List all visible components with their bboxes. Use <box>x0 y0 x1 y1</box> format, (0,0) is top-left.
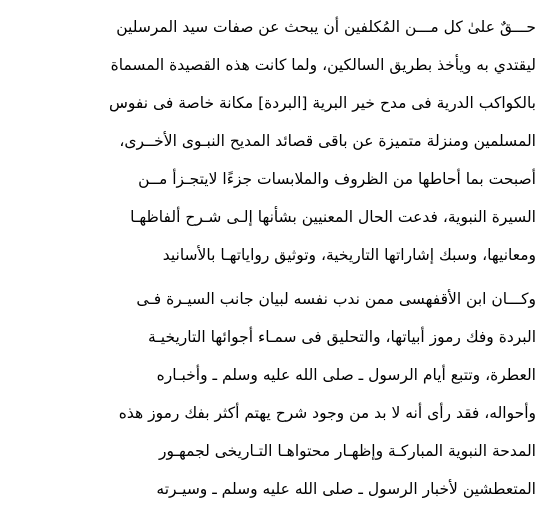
paragraph-1 <box>12 8 536 274</box>
text-line: ومعانيها، وسبك إشاراتها التاريخية، وتوثيق رواياتهـا بالأسانيد <box>162 246 536 264</box>
text-line: البردة وفك رموز أبياتها، والتحليق فى سمـاء أجوائها التاريخيـة <box>147 328 536 346</box>
text-line: السيرة النبوية، فدعت الحال المعنيين بشأنها إلـى شـرح ألفاظهـا <box>130 208 536 226</box>
text-line: العطرة، وتتبع أيام الرسول ـ صلى الله عليه وسلم ـ وأخبـاره <box>156 366 536 384</box>
text-line: وأحواله، فقد رأى أنه لا بد من وجود شرح يهتم أكثر بفك رموز هذه <box>118 404 536 422</box>
text-line: أصبحت بما أحاطها من الظروف والملابسات جزءًا لايتجـزأ مــن <box>138 170 536 188</box>
paragraph-2 <box>12 280 536 508</box>
text-line: المسلمين ومنزلة متميزة عن باقى قصائد المديح النبـوى الأخــرى، <box>119 132 536 150</box>
text-line: حـــقٌ علىٰ كل مـــن المُكلفين أن يبحث عن صفات سيد المرسلين <box>116 18 536 36</box>
text-line: وكـــان ابن الأقفهسى ممن ندب نفسه لبيان جانب السيـرة فـى <box>136 290 536 308</box>
text-line: المدحة النبوية المباركـة وإظهـار محتواهـا التـاريخى لجمهـور <box>158 442 536 460</box>
text-line: بالكواكب الدرية فى مدح خير البرية [البردة] مكانة خاصة فى نفوس <box>108 94 536 112</box>
text-line: ليقتدي به ويأخذ بطريق السالكين، ولما كانت هذه القصيدة المسماة <box>110 56 536 74</box>
text-line: المتعطشين لأخبار الرسول ـ صلى الله عليه وسلم ـ وسيـرته <box>156 480 536 498</box>
